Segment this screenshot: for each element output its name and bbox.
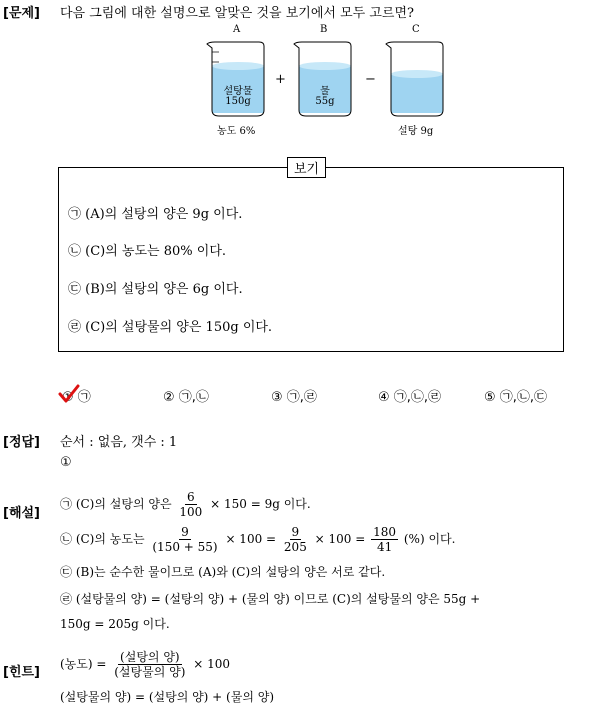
- expl-1-den: 100: [179, 505, 203, 519]
- beaker-a-caption: 농도 6%: [217, 126, 256, 137]
- bogi-item-4-mark: ㉣: [68, 320, 82, 335]
- bogi-title: 보기: [287, 157, 326, 178]
- choice-2[interactable]: [163, 386, 209, 405]
- beaker-c-surface: [391, 70, 443, 78]
- bogi-item-1-text: (A)의 설탕의 양은 9g 이다.: [85, 207, 243, 222]
- expl-2-post: (%) 이다.: [403, 532, 456, 546]
- beaker-c-caption: 설탕 9g: [398, 126, 434, 137]
- choice-4[interactable]: [378, 386, 441, 405]
- hint-line-1: [60, 650, 230, 679]
- expl-2-f1-den: (150 + 55): [152, 540, 218, 554]
- beaker-b-label: B: [320, 24, 328, 35]
- bogi-item-3-text: (B)의 설탕의 양은 6g 이다.: [85, 282, 243, 297]
- beaker-c: [386, 42, 443, 116]
- hint-1-num: (설탕의 양): [120, 650, 180, 664]
- expl-2-mid2: × 100 =: [314, 532, 366, 546]
- explanation-line-3: ㉢ (B)는 순수한 물이므로 (A)와 (C)의 설탕의 양은 서로 같다.: [60, 565, 386, 579]
- bogi-item-3-mark: ㉢: [68, 282, 82, 297]
- expl-2-pre: ㉡ (C)의 농도는: [60, 532, 145, 546]
- choice-5-num: ⑤: [484, 390, 496, 405]
- choice-3[interactable]: [271, 386, 317, 405]
- expl-2-fraction-2: [282, 525, 309, 554]
- choice-1-text: ㉠: [77, 390, 91, 405]
- question-tag: [문제]: [3, 6, 40, 21]
- expl-2-f3-num: 180: [373, 525, 397, 539]
- bogi-item-2: [68, 240, 226, 259]
- bogi-item-2-mark: ㉡: [68, 244, 82, 259]
- beaker-c-liquid: [391, 74, 443, 113]
- answer-tag: [정답]: [3, 435, 40, 450]
- choice-3-text: ㉠,㉣: [286, 390, 317, 405]
- check-mark-icon: [58, 384, 80, 404]
- expl-2-f2-num: 9: [291, 525, 300, 539]
- beaker-a-label: A: [233, 24, 241, 35]
- bogi-item-1-mark: ㉠: [68, 207, 82, 222]
- choice-1-num: ①: [62, 390, 74, 405]
- choice-5-text: ㉠,㉡,㉢: [499, 390, 548, 405]
- beaker-a-surface: [212, 62, 264, 70]
- explanation-tag: [해설]: [3, 506, 40, 521]
- explanation-line-5: 150g = 205g 이다.: [60, 617, 170, 631]
- bogi-item-3: [68, 278, 243, 297]
- hint-1-post: × 100: [193, 657, 230, 671]
- bogi-item-2-text: (C)의 농도는 80% 이다.: [85, 244, 227, 259]
- hint-tag: [힌트]: [3, 665, 40, 680]
- choice-3-num: ③: [271, 390, 283, 405]
- explanation-line-2: [60, 525, 455, 554]
- expl-2-f3-den: 41: [376, 540, 393, 554]
- choice-4-num: ④: [378, 390, 390, 405]
- expl-2-f1-num: 9: [181, 525, 189, 539]
- beaker-a-content-2: 150g: [225, 96, 251, 107]
- hint-line-2: (설탕물의 양) = (설탕의 양) + (물의 양): [60, 690, 275, 704]
- operator-minus: −: [365, 72, 376, 87]
- choice-5[interactable]: [484, 386, 547, 405]
- answer-line-2: ①: [60, 455, 72, 470]
- expl-2-f2-den: 205: [283, 540, 307, 554]
- beaker-b-content-2: 55g: [315, 96, 335, 107]
- hint-1-pre: (농도) =: [60, 657, 107, 671]
- operator-plus: +: [275, 72, 286, 87]
- expl-1-fraction: [177, 490, 204, 519]
- hint-1-fraction: [112, 650, 187, 679]
- hint-1-den: (설탕물의 양): [114, 665, 186, 679]
- beaker-figure: [195, 22, 455, 142]
- bogi-item-1: [68, 203, 242, 222]
- expl-2-mid1: × 100 =: [225, 532, 277, 546]
- beaker-c-label: C: [412, 24, 420, 35]
- beaker-a-content-1: 설탕물: [223, 86, 253, 97]
- choice-2-text: ㉠,㉡: [178, 390, 209, 405]
- expl-2-fraction-3: [371, 525, 398, 554]
- choice-4-text: ㉠,㉡,㉣: [393, 390, 442, 405]
- expl-1-pre: ㉠ (C)의 설탕의 양은: [60, 497, 172, 511]
- expl-2-fraction-1: [150, 525, 219, 554]
- explanation-line-4: ㉣ (설탕물의 양) = (설탕의 양) + (물의 양) 이므로 (C)의 설탕물의 양은 55g +: [60, 592, 481, 606]
- bogi-item-4: [68, 316, 272, 335]
- beaker-b-surface: [299, 62, 351, 70]
- choice-2-num: ②: [163, 390, 175, 405]
- bogi-item-4-text: (C)의 설탕물의 양은 150g 이다.: [85, 320, 273, 335]
- expl-1-post: × 150 = 9g 이다.: [210, 497, 311, 511]
- answer-line-1: 순서 : 없음, 갯수 : 1: [60, 435, 178, 450]
- question-text: 다음 그림에 대한 설명으로 알맞은 것을 보기에서 모두 고르면?: [60, 6, 414, 21]
- expl-1-num: 6: [187, 490, 195, 504]
- explanation-line-1: [60, 490, 311, 519]
- beaker-b-content-1: 물: [320, 86, 330, 97]
